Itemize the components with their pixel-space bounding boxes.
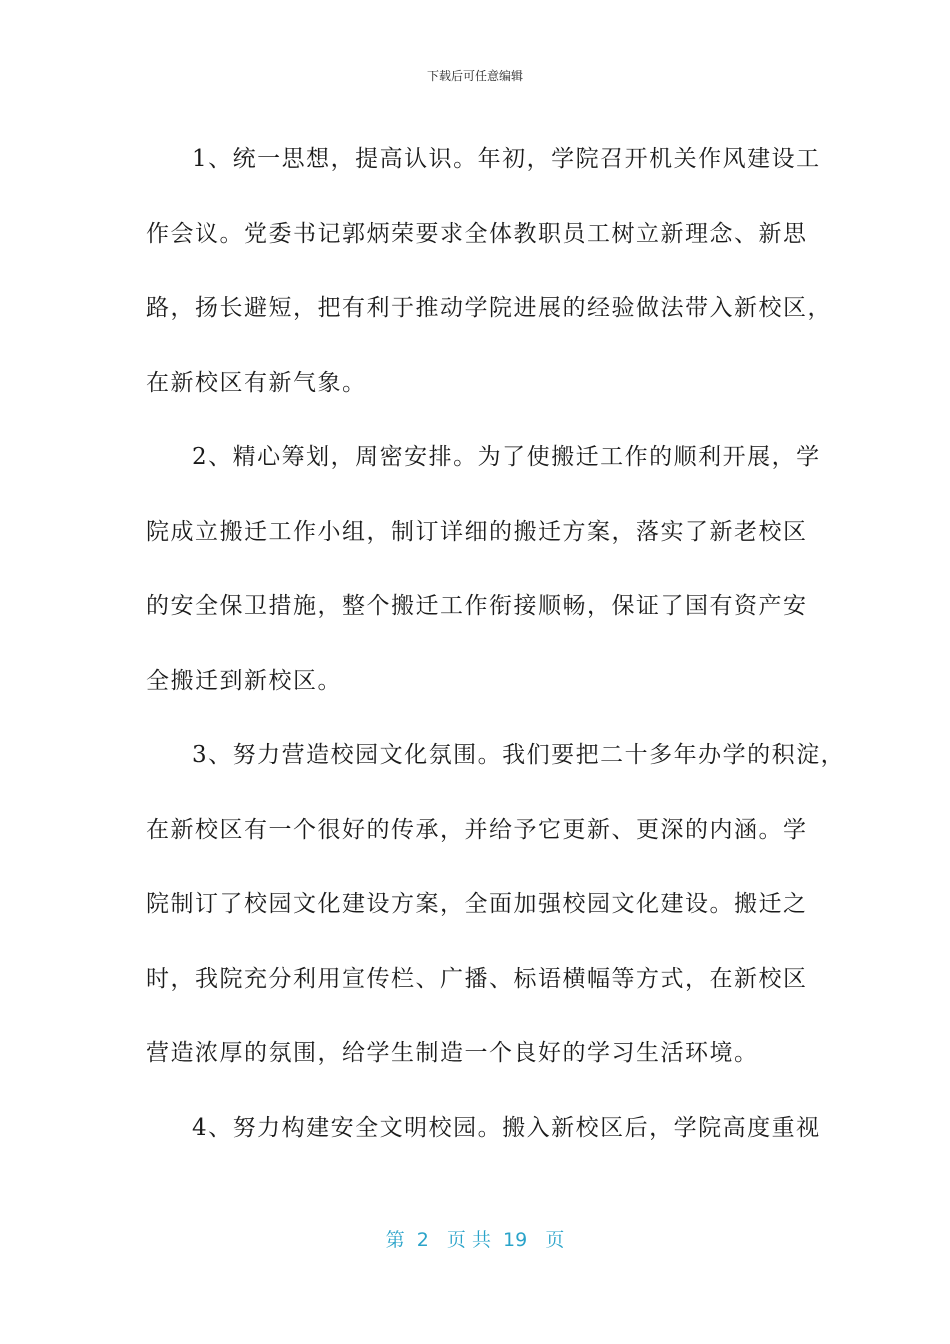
paragraph-3-line-5: 营造浓厚的氛围，给学生制造一个良好的学习生活环境。 xyxy=(146,1040,759,1066)
paragraph-1-line-2: 作会议。党委书记郭炳荣要求全体教职员工树立新理念、新思 xyxy=(146,220,808,247)
document-body xyxy=(146,122,846,1165)
paragraph-3-line-4: 时，我院充分利用宣传栏、广播、标语横幅等方式，在新校区 xyxy=(146,965,808,992)
paragraph-2-line-3: 的安全保卫措施，整个搬迁工作衔接顺畅，保证了国有资产安 xyxy=(146,593,808,619)
paragraph-3-line-3: 院制订了校园文化建设方案，全面加强校园文化建设。搬迁之 xyxy=(146,891,808,917)
paragraph-3-line-1: 3、努力营造校园文化氛围。我们要把二十多年办学的积淀， xyxy=(192,742,846,768)
paragraph-2-line-1: 2、精心筹划，周密安排。为了使搬迁工作的顺利开展，学 xyxy=(192,444,821,470)
paragraph-3-line-2: 在新校区有一个很好的传承，并给予它更新、更深的内涵。学 xyxy=(146,816,808,843)
paragraph-1-line-3: 路，扬长避短，把有利于推动学院进展的经验做法带入新校区， xyxy=(146,295,832,321)
paragraph-1-line-4: 在新校区有新气象。 xyxy=(146,369,367,396)
paragraph-2-line-2: 院成立搬迁工作小组，制订详细的搬迁方案，落实了新老校区 xyxy=(146,518,808,545)
paragraph-1-line-1: 1、统一思想，提高认识。年初，学院召开机关作风建设工 xyxy=(192,146,821,172)
page-header: 下载后可任意编辑 xyxy=(426,69,523,83)
paragraph-2-line-4: 全搬迁到新校区。 xyxy=(146,667,342,694)
page-number-footer: 第 2 页 共 19 页 xyxy=(385,1229,565,1251)
paragraph-4-line-1: 4、努力构建安全文明校园。搬入新校区后，学院高度重视 xyxy=(192,1114,821,1141)
